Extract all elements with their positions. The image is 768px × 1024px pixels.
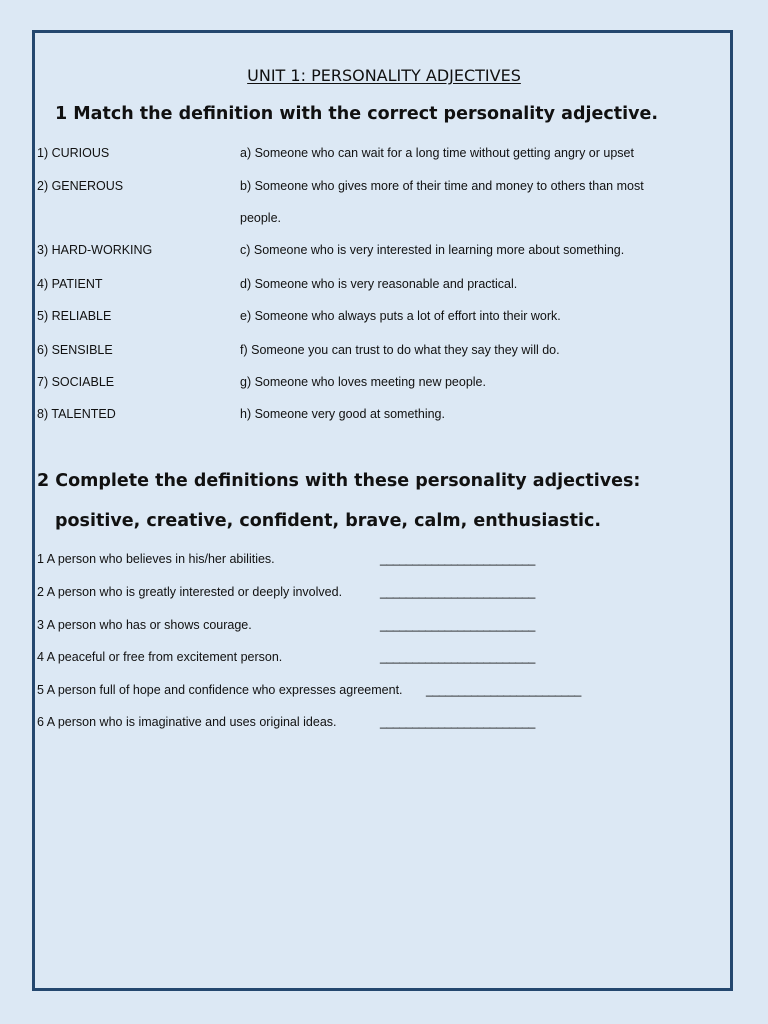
definition-item: h) Someone very good at something.	[240, 407, 445, 421]
definition-item: b) Someone who gives more of their time and money to others than most	[240, 179, 644, 193]
definition-item: e) Someone who always puts a lot of effort into their work.	[240, 309, 561, 323]
adjective-item: 1) CURIOUS	[37, 146, 110, 160]
adjective-item: 8) TALENTED	[37, 407, 116, 421]
exercise-1-heading: 1 Match the definition with the correct personality adjective.	[55, 104, 659, 124]
definition-item: c) Someone who is very interested in learning more about something.	[240, 243, 625, 257]
definition-item: people.	[240, 211, 282, 225]
definition-item: d) Someone who is very reasonable and practical.	[240, 277, 518, 291]
word-bank: positive, creative, confident, brave, calm, enthusiastic.	[55, 511, 601, 531]
definition-item: f) Someone you can trust to do what they say they will do.	[240, 343, 560, 357]
answer-blank[interactable]: ________________________	[380, 585, 535, 599]
adjective-item: 6) SENSIBLE	[37, 343, 113, 357]
question-item: 3 A person who has or shows courage.	[37, 618, 252, 632]
answer-blank[interactable]: ________________________	[380, 715, 535, 729]
adjective-item: 3) HARD-WORKING	[37, 243, 153, 257]
adjective-item: 4) PATIENT	[37, 277, 103, 291]
question-item: 2 A person who is greatly interested or deeply involved.	[37, 585, 343, 599]
definition-item: a) Someone who can wait for a long time without getting angry or upset	[240, 146, 634, 160]
adjective-item: 2) GENEROUS	[37, 179, 124, 193]
exercise-2-heading: 2 Complete the definitions with these personality adjectives:	[37, 471, 641, 491]
answer-blank[interactable]: ________________________	[380, 552, 535, 566]
definition-item: g) Someone who loves meeting new people.	[240, 375, 486, 389]
adjective-item: 7) SOCIABLE	[37, 375, 115, 389]
question-item: 6 A person who is imaginative and uses original ideas.	[37, 715, 337, 729]
question-item: 4 A peaceful or free from excitement person.	[37, 650, 283, 664]
adjective-item: 5) RELIABLE	[37, 309, 112, 323]
answer-blank[interactable]: ________________________	[426, 683, 581, 697]
question-item: 5 A person full of hope and confidence who expresses agreement.	[37, 683, 403, 697]
page-title: UNIT 1: PERSONALITY ADJECTIVES	[247, 66, 521, 85]
answer-blank[interactable]: ________________________	[380, 650, 535, 664]
question-item: 1 A person who believes in his/her abilities.	[37, 552, 275, 566]
answer-blank[interactable]: ________________________	[380, 618, 535, 632]
